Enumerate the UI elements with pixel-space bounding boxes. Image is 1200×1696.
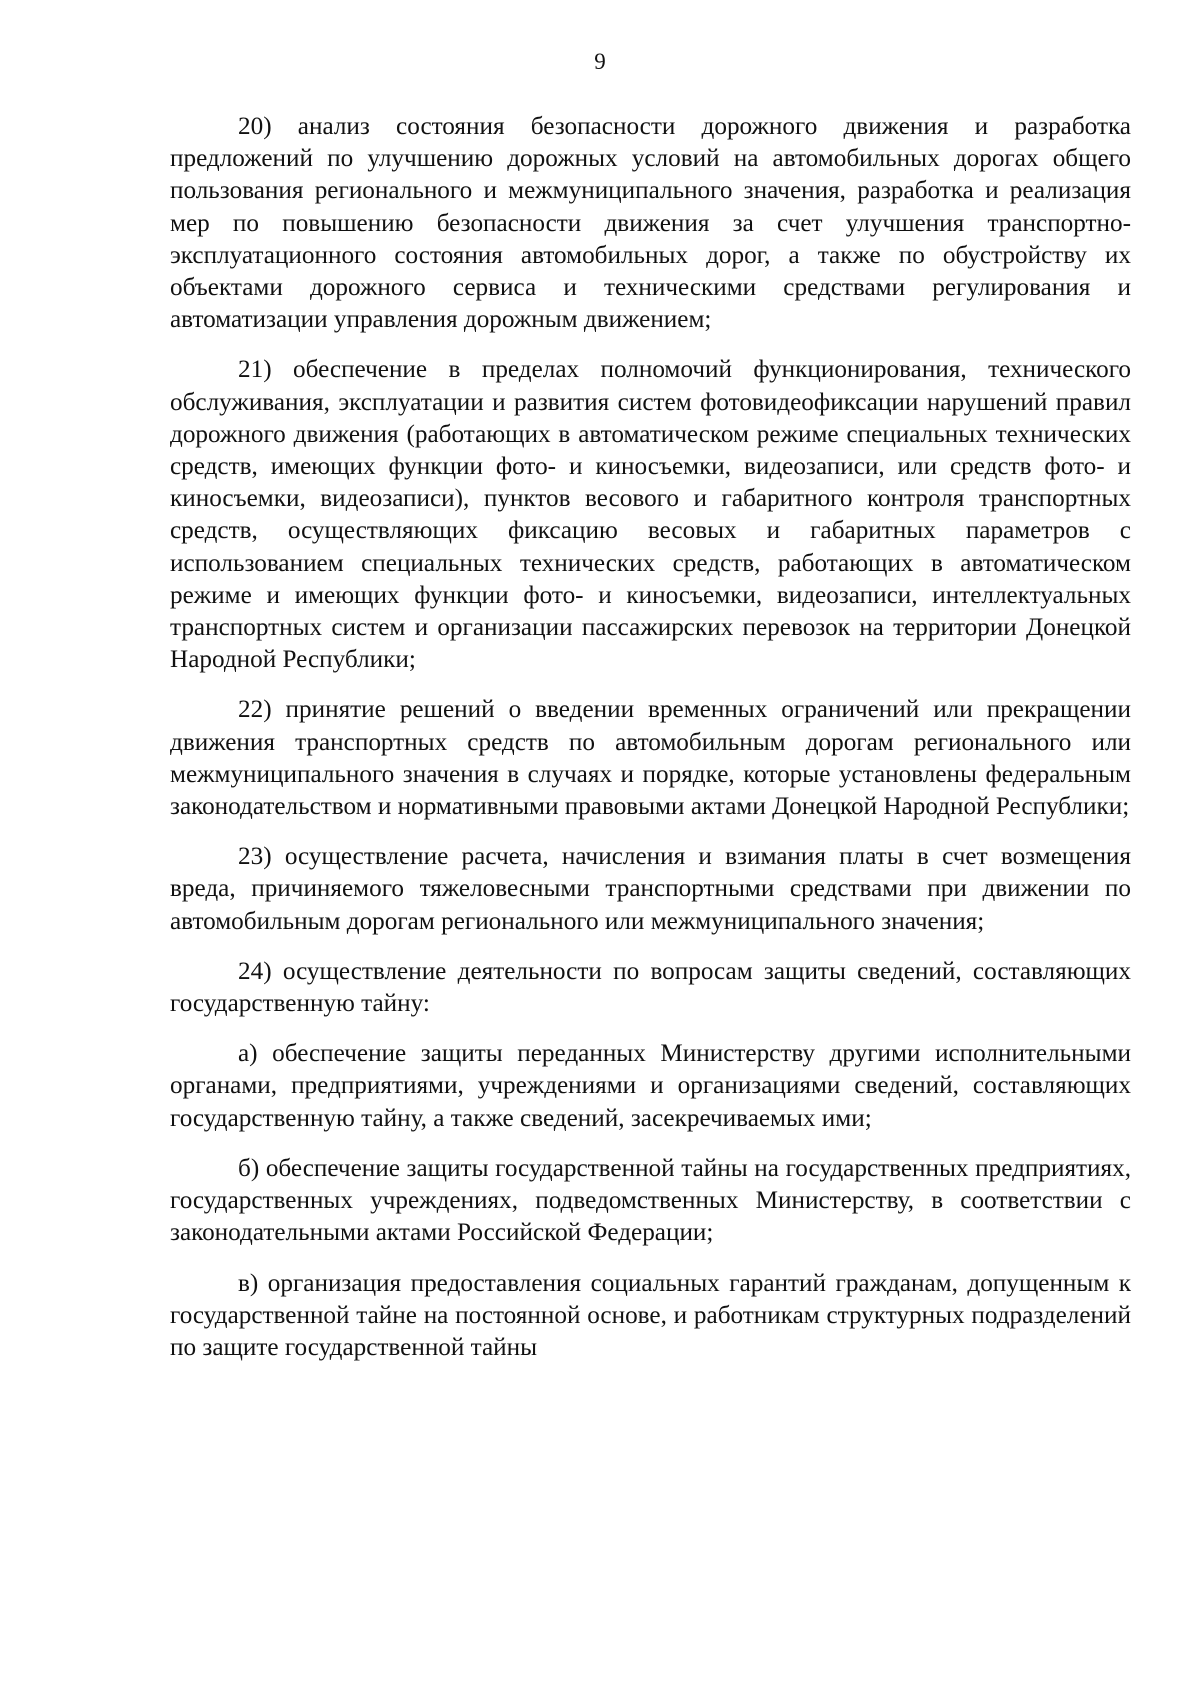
page-number: 9 xyxy=(594,49,606,74)
paragraph-item-24: 24) осуществление деятельности по вопросам защиты сведений, составляющих государственную тайну: xyxy=(170,957,1131,1018)
document-body xyxy=(170,111,1131,1364)
paragraph-item-23: 23) осуществление расчета, начисления и взимания платы в счет возмещения вреда, причиняемого тяжеловесными транспортными средствами при движении по автомобильным дорогам регионального или межмуниципального значения; xyxy=(170,843,1131,935)
paragraph-subitem-v: в) организация предоставления социальных гарантий гражданам, допущенным к государственной тайне на постоянной основе, и работникам структурных подразделений по защите государственной тайны xyxy=(170,1269,1131,1361)
paragraph-item-22: 22) принятие решений о введении временных ограничений или прекращении движения транспортных средств по автомобильным дорогам регионального или межмуниципального значения в случаях и порядке, которые установлены федеральным законодательством и нормативными правовыми актами Донецкой Народной Республики; xyxy=(170,696,1131,821)
paragraph-item-20: 20) анализ состояния безопасности дорожного движения и разработка предложений по улучшению дорожных условий на автомобильных дорогах общего пользования регионального и межмуниципального значения, разработка и реализация мер по повышению безопасности движения за счет улучшения транспортно-эксплуатационного состояния автомобильных дорог, а также по обустройству их объектами дорожного сервиса и техническими средствами регулирования и автоматизации управления дорожным движением; xyxy=(170,113,1131,334)
paragraph-subitem-b: б) обеспечение защиты государственной тайны на государственных предприятиях, государственных учреждениях, подведомственных Министерству, в соответствии с законодательными актами Российской Федерации; xyxy=(170,1154,1131,1247)
paragraph-item-21: 21) обеспечение в пределах полномочий функционирования, технического обслуживания, эксплуатации и развития систем фотовидеофиксации нарушений правил дорожного движения (работающих в автоматическом режиме специальных технических средств, имеющих функции фото- и киносъемки, видеозаписи, или средств фото- и киносъемки, видеозаписи), пунктов весового и габаритного контроля транспортных средств, осуществляющих фиксацию весовых и габаритных параметров с использованием специальных технических средств, работающих в автоматическом режиме и имеющих функции фото- и киносъемки, видеозаписи, интеллектуальных транспортных систем и организации пассажирских перевозок на территории Донецкой Народной Республики; xyxy=(170,356,1131,674)
paragraph-subitem-a: а) обеспечение защиты переданных Министерству другими исполнительными органами, предприятиями, учреждениями и организациями сведений, составляющих государственную тайну, а также сведений, засекречиваемых ими; xyxy=(170,1040,1131,1132)
